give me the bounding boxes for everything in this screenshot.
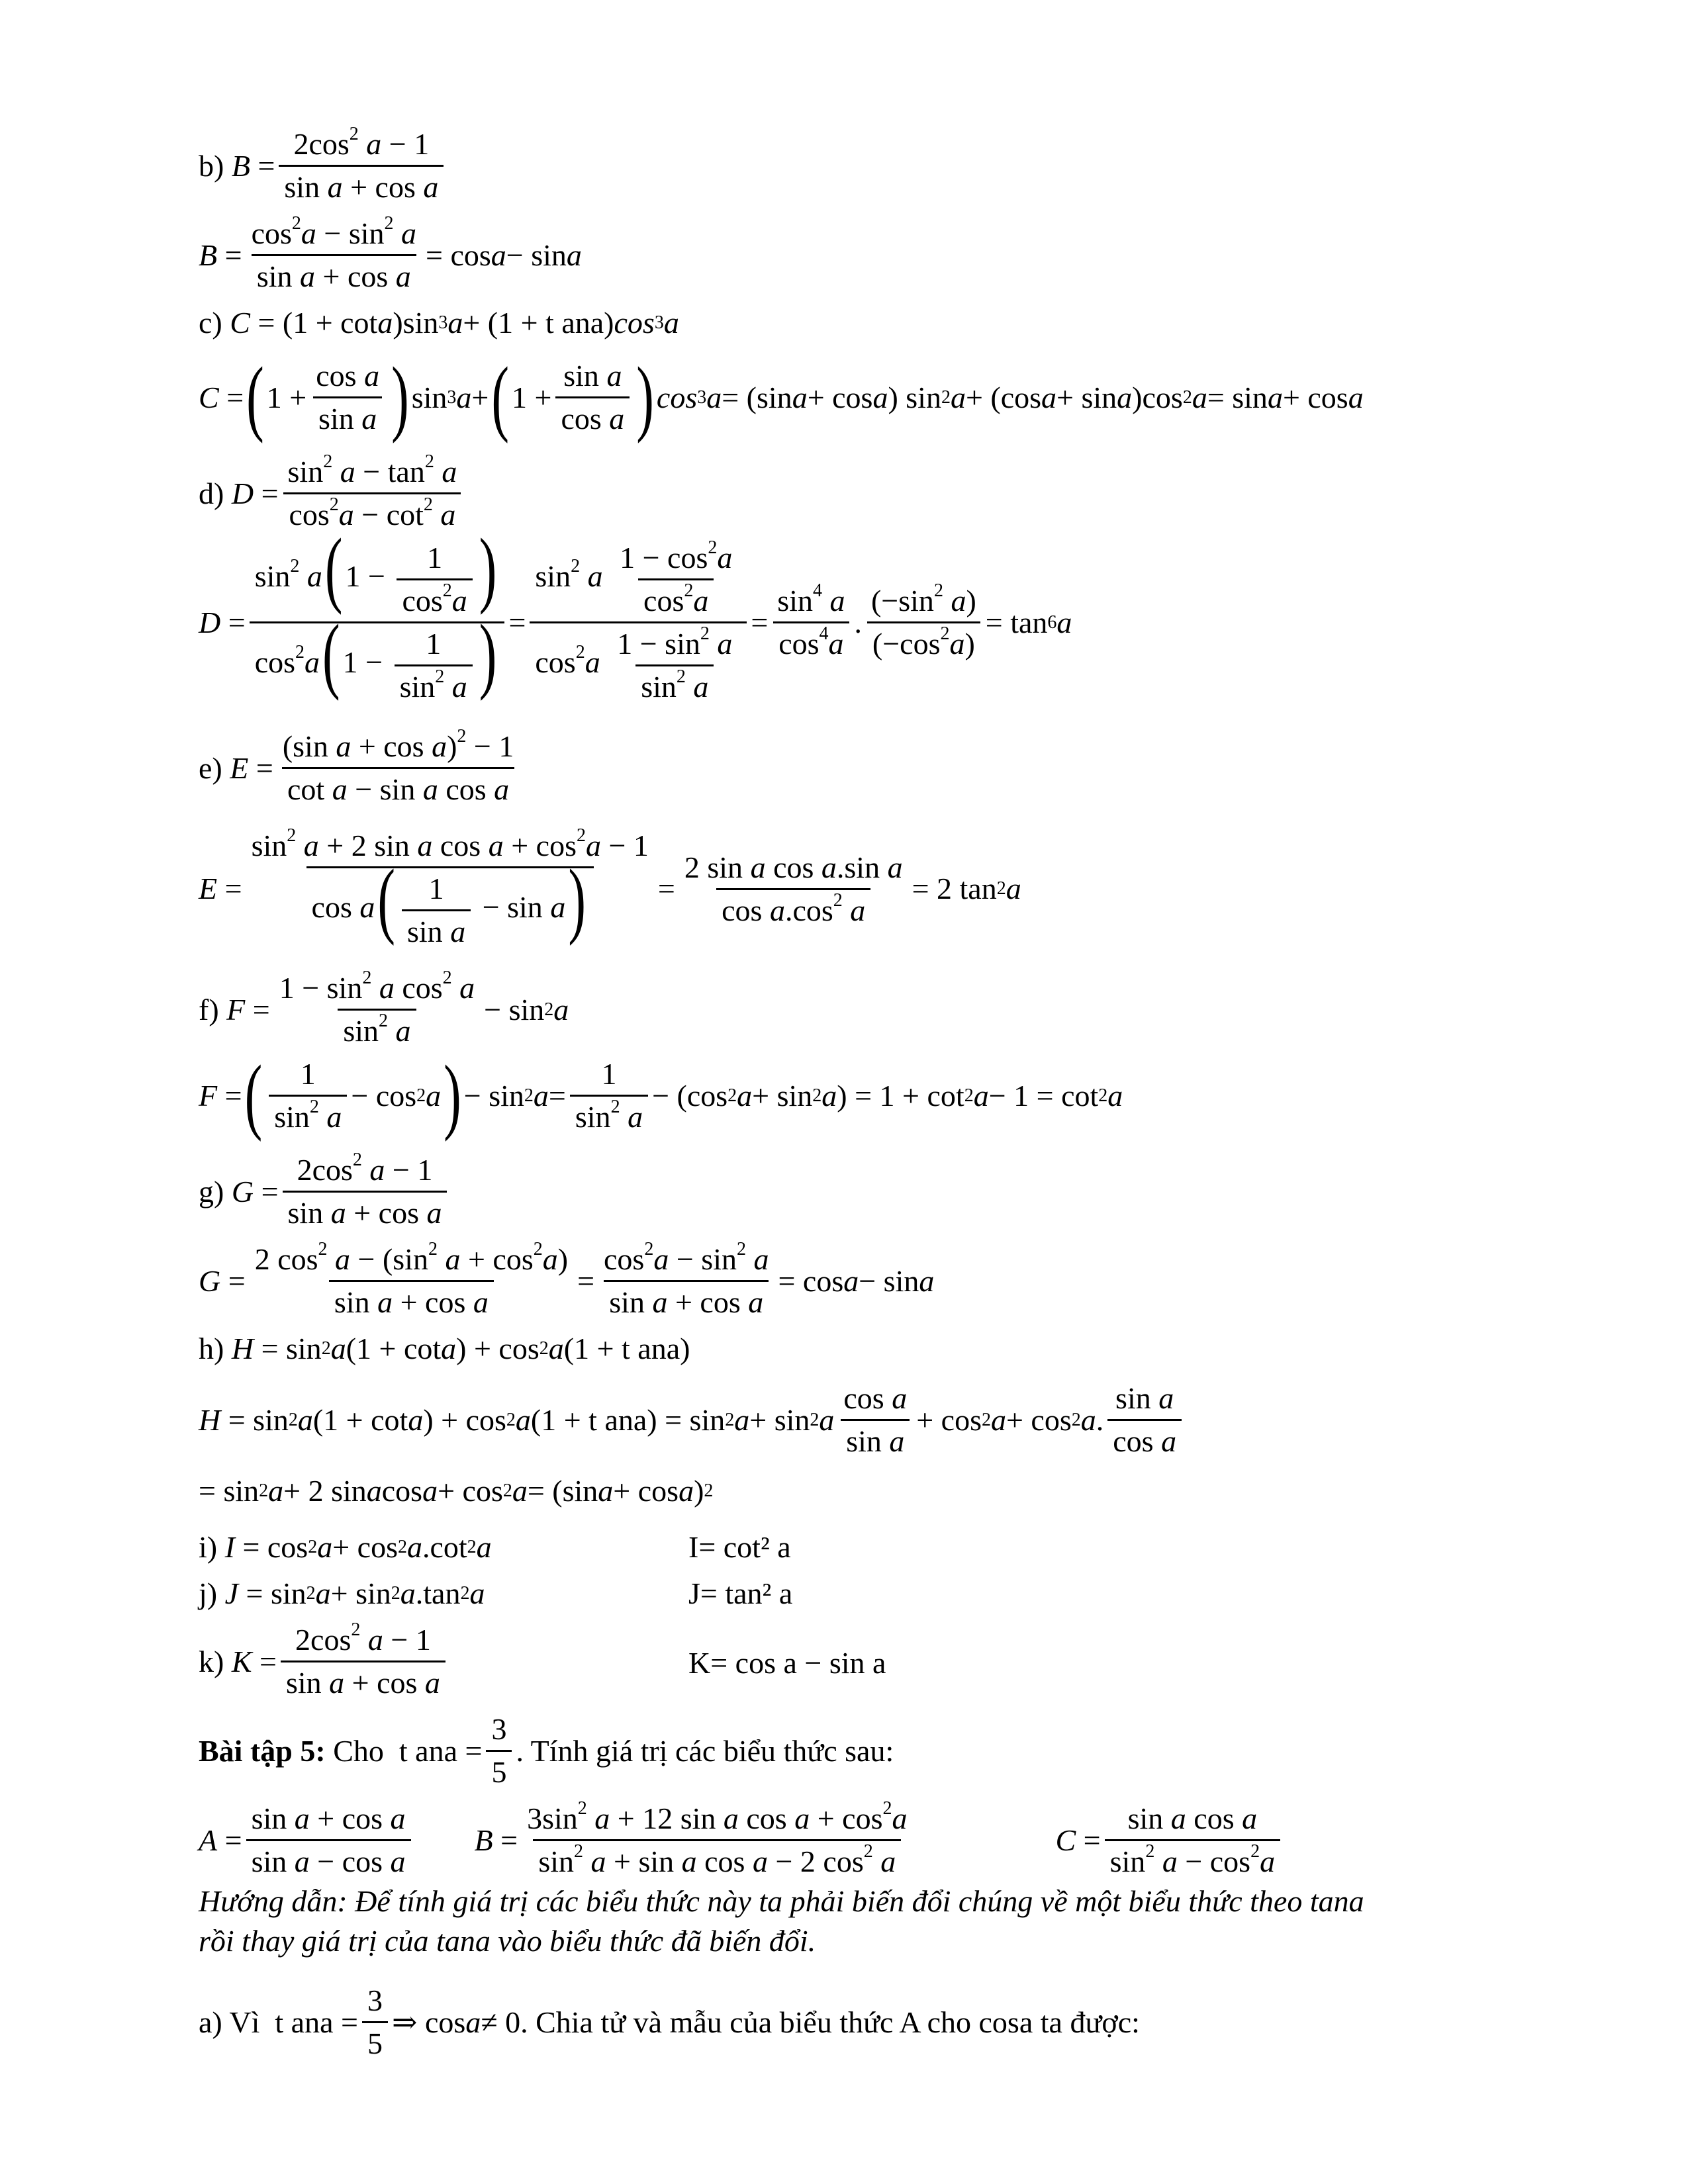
line-f-def: f) F = $\frac{1 - \sin^2 a \cos^2 a}{\sin^2 a}$ − sin 2 a [199, 968, 569, 1048]
line-d-def: d) D = $\frac{\sin^2 a - \tan^2 a}{\cos^2a - \cot^2 a}$ [199, 457, 466, 530]
guide-line-1: Hướng dẫn: Để tính giá trị các biểu thức này ta phải biến đổi chúng về một biểu thức theo tana [199, 1884, 1364, 1918]
result-k: K= cos a − sin a [688, 1646, 886, 1680]
line-h-def: h) H = sin 2 a (1 + cot a ) + cos 2 a (1 + t ana) [199, 1332, 690, 1365]
line-f-sol: F = ( $\frac{1}{\sin^2 a}$ − cos 2 a ) − sin 2 a = $\frac{1}{\sin^2 a}$ − (cos 2 a + sin 2 a ) = 1 + cot 2 a − 1 = cot 2 a [199, 1049, 1123, 1142]
label-b: b) [199, 148, 224, 183]
line-g-sol: G = $\frac{2 \cos^2 a - (\sin^2 a + \cos^2a)}{\text{sin a + cos a}}$ = $\frac{\cos^2a - \sin^2 a}{\text{sin a + cos a}}$ = cos a − sin a [199, 1239, 935, 1319]
line-d-sol: D = $\sin^2 a(1$ − $\frac{1}{\cos^2a}$ ) $\cos^2a(1$ − $\frac{1}{\sin^2 a}$ ) = $\sin^2 a$ $\frac{1 - \cos^2a}{\cos^2a}$ $\cos^2a$ $\frac{1 - \sin^2 a}{\sin^2 a}$ = $\frac{\sin^4 a}{\cos^4a}$ . $\frac{(-\sin^2 a)}{(-\cos^2a)}$ = tan 6 a [199, 522, 1072, 704]
line-h-sol1: H = sin 2 a (1 + cot a ) + cos 2 a (1 + t ana) = sin 2 a + sin 2 a $\frac{\text{cos a}}{\text{sin a}}$ + cos 2 a + cos 2 a . $\frac{\text{sin a}}{\text{cos a}}$ [199, 1383, 1186, 1457]
label-k: k) [199, 1644, 224, 1678]
part-a-prefix: a) Vì [199, 2005, 260, 2039]
line-b-sol: B = $\frac{\cos^2a - \sin^2 a}{\text{sin a + cos a}}$ = cos a − sin a [199, 213, 582, 293]
label-c: c) [199, 306, 222, 340]
line-k: k) K = $\frac{2\cos^2 a - 1}{\text{sin a + cos a}}$ [199, 1625, 449, 1698]
label-h: h) [199, 1332, 224, 1365]
line-e-def: e) E = $\frac{(\sin a + \cos a)^2 - 1}{\text{cot a − sin a cos a}}$ [199, 726, 514, 806]
exercise5-title: Bài tập 5: [199, 1733, 326, 1768]
part-a-line: a) Vì t ana = $\frac{3}{5}$ ⇒ cos a ≠ 0 . Chia tử và mẫu của biểu thức A cho cosa ta được: [199, 1983, 1140, 2060]
exercise5-expressions: A = $\frac{\text{sin a + cos a}}{\text{sin a − cos a}}$ B = $\frac{3\sin^2 a + 12 \sin a \cos a + \cos^2a}{\sin^2 a + \sin a \cos a - 2 \cos^2 a}$ C = $\frac{\text{sin a cos a}}{\sin^2 a - \cos^2a}$ [199, 1803, 1284, 1877]
label-f: f) [199, 992, 219, 1026]
exercise5-text2: . Tính giá trị các biểu thức sau: [516, 1733, 894, 1768]
exercise5-heading: Bài tập 5: Cho t ana = $\frac{3}{5}$ . Tính giá trị các biểu thức sau: [199, 1712, 894, 1789]
line-g-def: g) G = $\frac{2\cos^2 a - 1}{\text{sin a + cos a}}$ [199, 1155, 451, 1228]
line-c-def: c) C = (1 + cot a )sin 3 a + (1 + t ana) cos 3 a [199, 306, 679, 340]
result-i: I= cot² a [688, 1530, 791, 1564]
line-c-sol: C = ( 1 + $\frac{\text{cos a}}{\text{sin a}}$ ) sin 3 a + ( 1 + $\frac{\text{sin a}}{\text{cos a}}$ ) cos 3 a = (sin a + cos a ) sin 2 a + (cos a + sin a )cos 2 a = sin a + cos a [199, 351, 1364, 444]
line-h-sol2: = sin 2 a + 2 sin a cos a + cos 2 a = (sin a + cos a ) 2 [199, 1474, 714, 1508]
line-j: j) J = sin 2 a + sin 2 a .tan 2 a [199, 1576, 485, 1610]
part-a-suffix: . Chia tử và mẫu của biểu thức A cho cosa ta được: [520, 2005, 1140, 2039]
line-e-sol: E = $\sin^2 a + 2$ sin a $\cos a + \cos^2a - 1$ cos a( $\frac{1}{\text{sin a}}$ − sin a) = $\frac{\text{2 sin a cos a.sin a}}{\cos a.\cos^2 a}$ = 2 tan 2 a [199, 825, 1021, 948]
label-g: g) [199, 1174, 224, 1208]
line-i: i) I = cos 2 a + cos 2 a .cot 2 a [199, 1530, 492, 1564]
exercise5-text1: Cho [333, 1733, 384, 1768]
label-i: i) [199, 1530, 218, 1564]
label-e: e) [199, 751, 222, 785]
label-d: d) [199, 476, 224, 510]
line-b-def: b) B = $\frac{2\cos^2 a - 1}{\text{sin a + cos a}}$ [199, 129, 447, 203]
result-j: J= tan² a [688, 1576, 793, 1610]
guide-line-2: rồi thay giá trị của tana vào biểu thức đã biến đổi. [199, 1924, 816, 1958]
label-j: j) [199, 1576, 218, 1610]
